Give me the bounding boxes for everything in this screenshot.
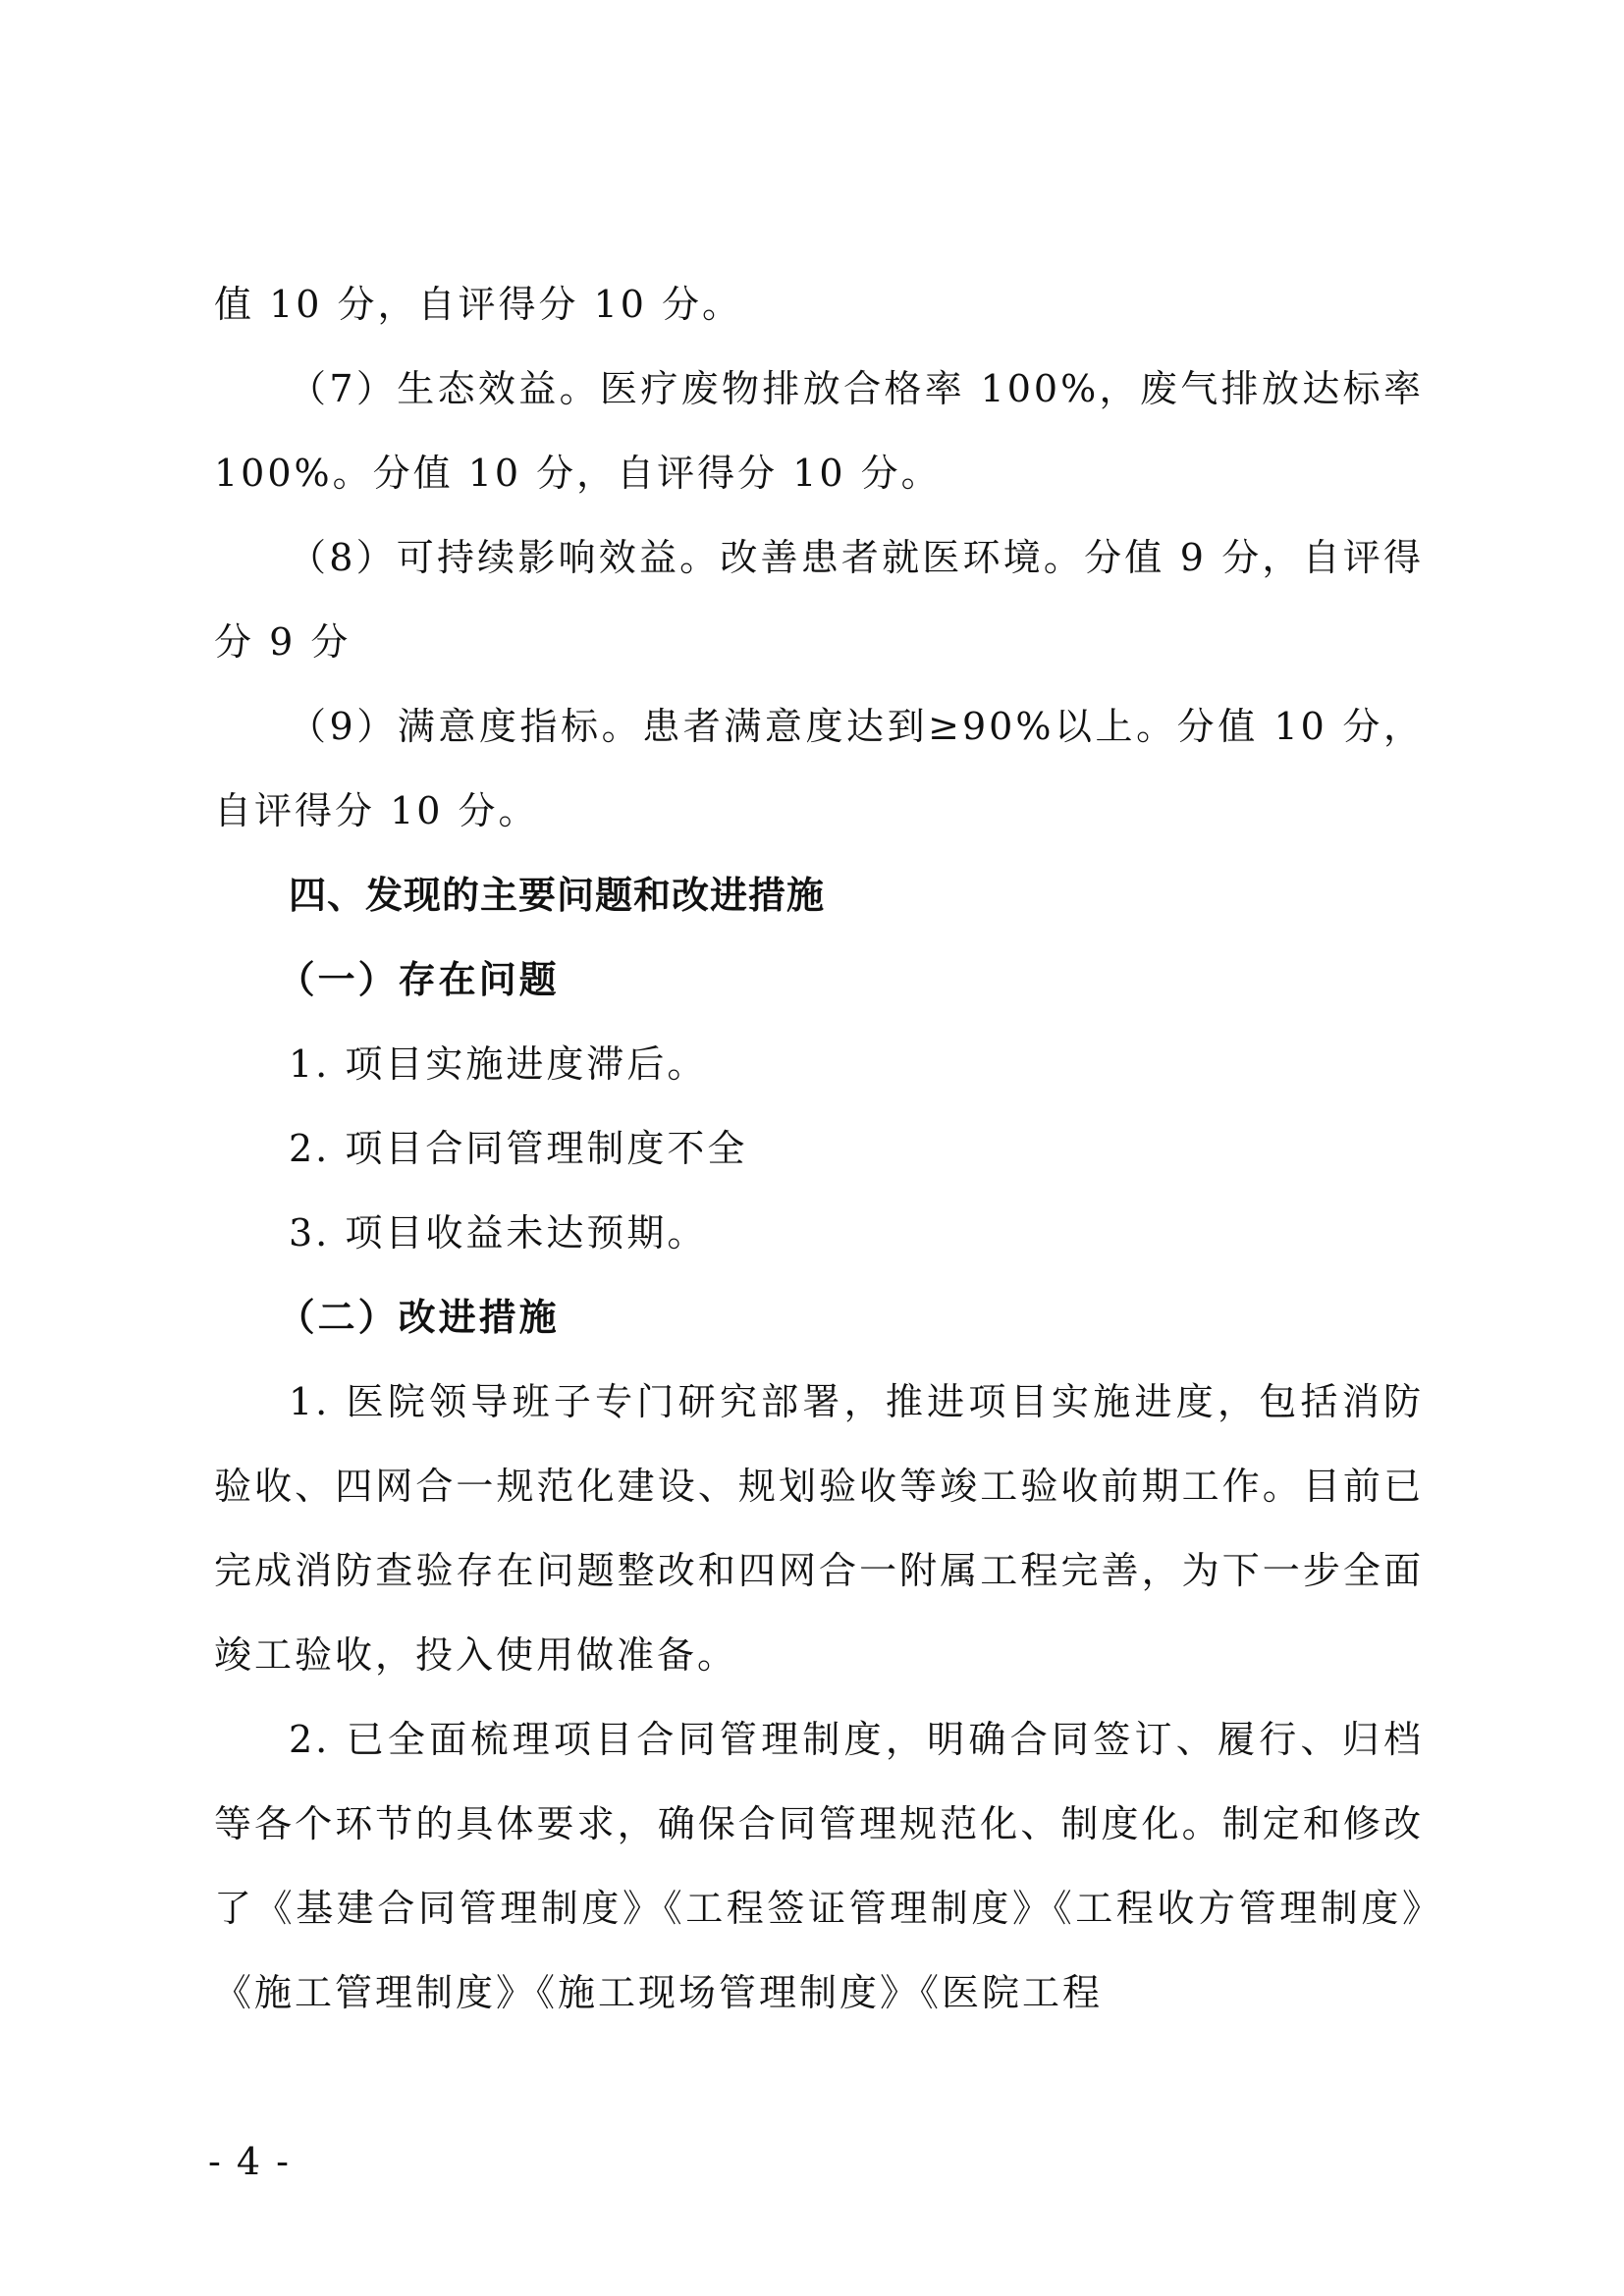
measure-paragraph: 1. 医院领导班子专门研究部署，推进项目实施进度，包括消防验收、四网合一规范化建设、规划验收等竣工验收前期工作。目前已完成消防查验存在问题整改和四网合一附属工程完善，为下一步全面竣工验收，投入使用做准备。: [214, 1380, 1424, 1677]
section-heading-problems-measures: 四、发现的主要问题和改进措施: [289, 874, 826, 917]
paragraph-score-continuation: 值 10 分，自评得分 10 分。: [214, 283, 743, 326]
paragraph-sustainable-benefit: （8）可持续影响效益。改善患者就医环境。分值 9 分，自评得分 9 分: [214, 536, 1424, 664]
paragraph-satisfaction-indicator: （9）满意度指标。患者满意度达到≥90%以上。分值 10 分，自评得分 10 分。: [214, 705, 1424, 832]
problem-item: 2. 项目合同管理制度不全: [289, 1127, 748, 1170]
problem-item: 3. 项目收益未达预期。: [289, 1211, 708, 1255]
page-number: - 4 -: [208, 2140, 292, 2183]
body-text: [214, 262, 1424, 2035]
problem-item: 1. 项目实施进度滞后。: [289, 1042, 708, 1086]
paragraph-ecological-benefit: （7）生态效益。医疗废物排放合格率 100%，废气排放达标率 100%。分值 10 分，自评得分 10 分。: [214, 367, 1424, 495]
subsection-heading-problems: （一）存在问题: [277, 957, 560, 1001]
measure-paragraph: 2. 已全面梳理项目合同管理制度，明确合同签订、履行、归档等各个环节的具体要求，确保合同管理规范化、制度化。制定和修改了《基建合同管理制度》《工程签证管理制度》《工程收方管理制度》《施工管理制度》《施工现场管理制度》《医院工程: [214, 1718, 1424, 2014]
subsection-heading-measures: （二）改进措施: [277, 1295, 560, 1339]
